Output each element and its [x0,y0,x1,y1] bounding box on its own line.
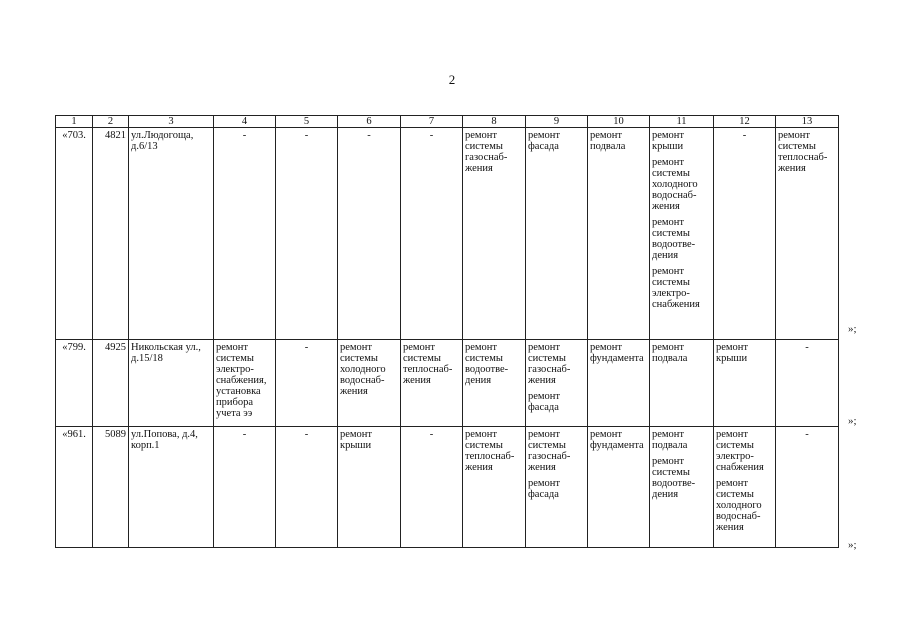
column-number-row [56,116,839,128]
cell-entry: ремонт крыши [652,130,685,152]
table-cell-col-11 [650,128,714,340]
cell-entry: - [805,429,809,440]
column-number-10: 10 [588,116,650,128]
column-number-7: 7 [401,116,463,128]
column-number-3: 3 [129,116,214,128]
table-cell-col-1 [56,340,93,427]
cell-entry: ремонт подвала [652,429,688,451]
table-cell-col-8 [463,128,526,340]
column-number-4: 4 [214,116,276,128]
cell-entry: ремонт системы электро-снабжения [716,429,764,473]
column-number-13: 13 [776,116,839,128]
table-cell-col-9 [526,427,588,548]
table-cell-col-12 [714,427,776,548]
row-closing-mark: »; [848,539,857,551]
table-cell-col-9 [526,128,588,340]
table-cell-col-4 [214,128,276,340]
table-cell-col-8 [463,427,526,548]
cell-entry: - [304,130,309,141]
cell-entry: ремонт подвала [590,130,626,152]
table-cell-col-3 [129,427,214,548]
cell-entry: - [304,342,309,353]
cell-entry: - [805,342,809,353]
column-number-12: 12 [714,116,776,128]
table-row [56,340,839,427]
cell-entry: ремонт фундамента [590,429,644,451]
cell-entry: - [304,429,309,440]
cell-entry: «703. [62,130,86,141]
table-cell-col-11 [650,427,714,548]
cell-entry: ремонт системы электро-снабжения, установка прибора учета ээ [216,342,267,419]
table-cell-col-3 [129,340,214,427]
cell-entry: Никольская ул., д.15/18 [131,342,201,364]
column-number-9: 9 [526,116,588,128]
table-row [56,128,839,340]
row-closing-mark: »; [848,323,857,335]
cell-entry: ремонт системы теплоснаб-жения [778,130,828,174]
cell-entry: «961. [62,429,86,440]
cell-entry: - [742,130,747,141]
column-number-6: 6 [338,116,401,128]
table-row [56,427,839,548]
column-number-11: 11 [650,116,714,128]
cell-entry: 4821 [105,130,126,141]
table-cell-col-13 [776,128,839,340]
table-cell-col-4 [214,340,276,427]
table-cell-col-5 [276,427,338,548]
table-cell-col-13 [776,340,839,427]
cell-entry: ремонт системы холодного водоснаб-жения [652,157,698,212]
cell-entry: ремонт системы водоотве-дения [652,217,696,261]
cell-entry: ремонт системы газоснаб-жения [528,342,571,386]
cell-entry: ул.Людогоща, д.6/13 [131,130,194,152]
table-cell-col-10 [588,128,650,340]
column-number-1: 1 [56,116,93,128]
cell-entry: - [429,429,434,440]
cell-entry: ремонт системы газоснаб-жения [528,429,571,473]
column-number-2: 2 [93,116,129,128]
table-cell-col-2 [93,427,129,548]
cell-entry: ремонт системы газоснаб-жения [465,130,508,174]
cell-entry: «799. [62,342,86,353]
table-cell-col-12 [714,128,776,340]
row-closing-mark: »; [848,415,857,427]
table-cell-col-5 [276,340,338,427]
cell-entry: ремонт подвала [652,342,688,364]
table-cell-col-12 [714,340,776,427]
column-number-8: 8 [463,116,526,128]
table-cell-col-13 [776,427,839,548]
table-cell-col-1 [56,128,93,340]
cell-entry: ремонт системы холодного водоснаб-жения [716,478,762,533]
cell-entry: - [367,130,371,141]
table-cell-col-9 [526,340,588,427]
cell-entry: ул.Попова, д.4, корп.1 [131,429,198,451]
table-cell-col-7 [401,340,463,427]
table-cell-col-5 [276,128,338,340]
table-cell-col-8 [463,340,526,427]
cell-entry: - [242,130,247,141]
repair-schedule-table [55,115,839,548]
cell-entry: ремонт фундамента [590,342,644,364]
cell-entry: - [242,429,247,440]
cell-entry: ремонт системы холодного водоснаб-жения [340,342,386,397]
table-cell-col-6 [338,427,401,548]
cell-entry: ремонт крыши [716,342,749,364]
cell-entry: ремонт системы водоотве-дения [465,342,509,386]
cell-entry: ремонт системы электро-снабжения [652,266,700,310]
page-number: 2 [448,72,456,87]
table-cell-col-10 [588,427,650,548]
table-cell-col-7 [401,128,463,340]
cell-entry: ремонт фасада [528,478,561,500]
table-cell-col-6 [338,128,401,340]
cell-entry: ремонт системы теплоснаб-жения [403,342,453,386]
cell-entry: 5089 [105,429,126,440]
table-cell-col-10 [588,340,650,427]
cell-entry: - [429,130,434,141]
cell-entry: ремонт фасада [528,130,561,152]
table-cell-col-4 [214,427,276,548]
cell-entry: 4925 [105,342,126,353]
table-cell-col-6 [338,340,401,427]
table-cell-col-3 [129,128,214,340]
table-cell-col-2 [93,128,129,340]
cell-entry: ремонт системы водоотве-дения [652,456,696,500]
cell-entry: ремонт крыши [340,429,373,451]
cell-entry: ремонт фасада [528,391,561,413]
column-number-5: 5 [276,116,338,128]
table-cell-col-11 [650,340,714,427]
table-cell-col-7 [401,427,463,548]
table-cell-col-2 [93,340,129,427]
table-cell-col-1 [56,427,93,548]
cell-entry: ремонт системы теплоснаб-жения [465,429,515,473]
